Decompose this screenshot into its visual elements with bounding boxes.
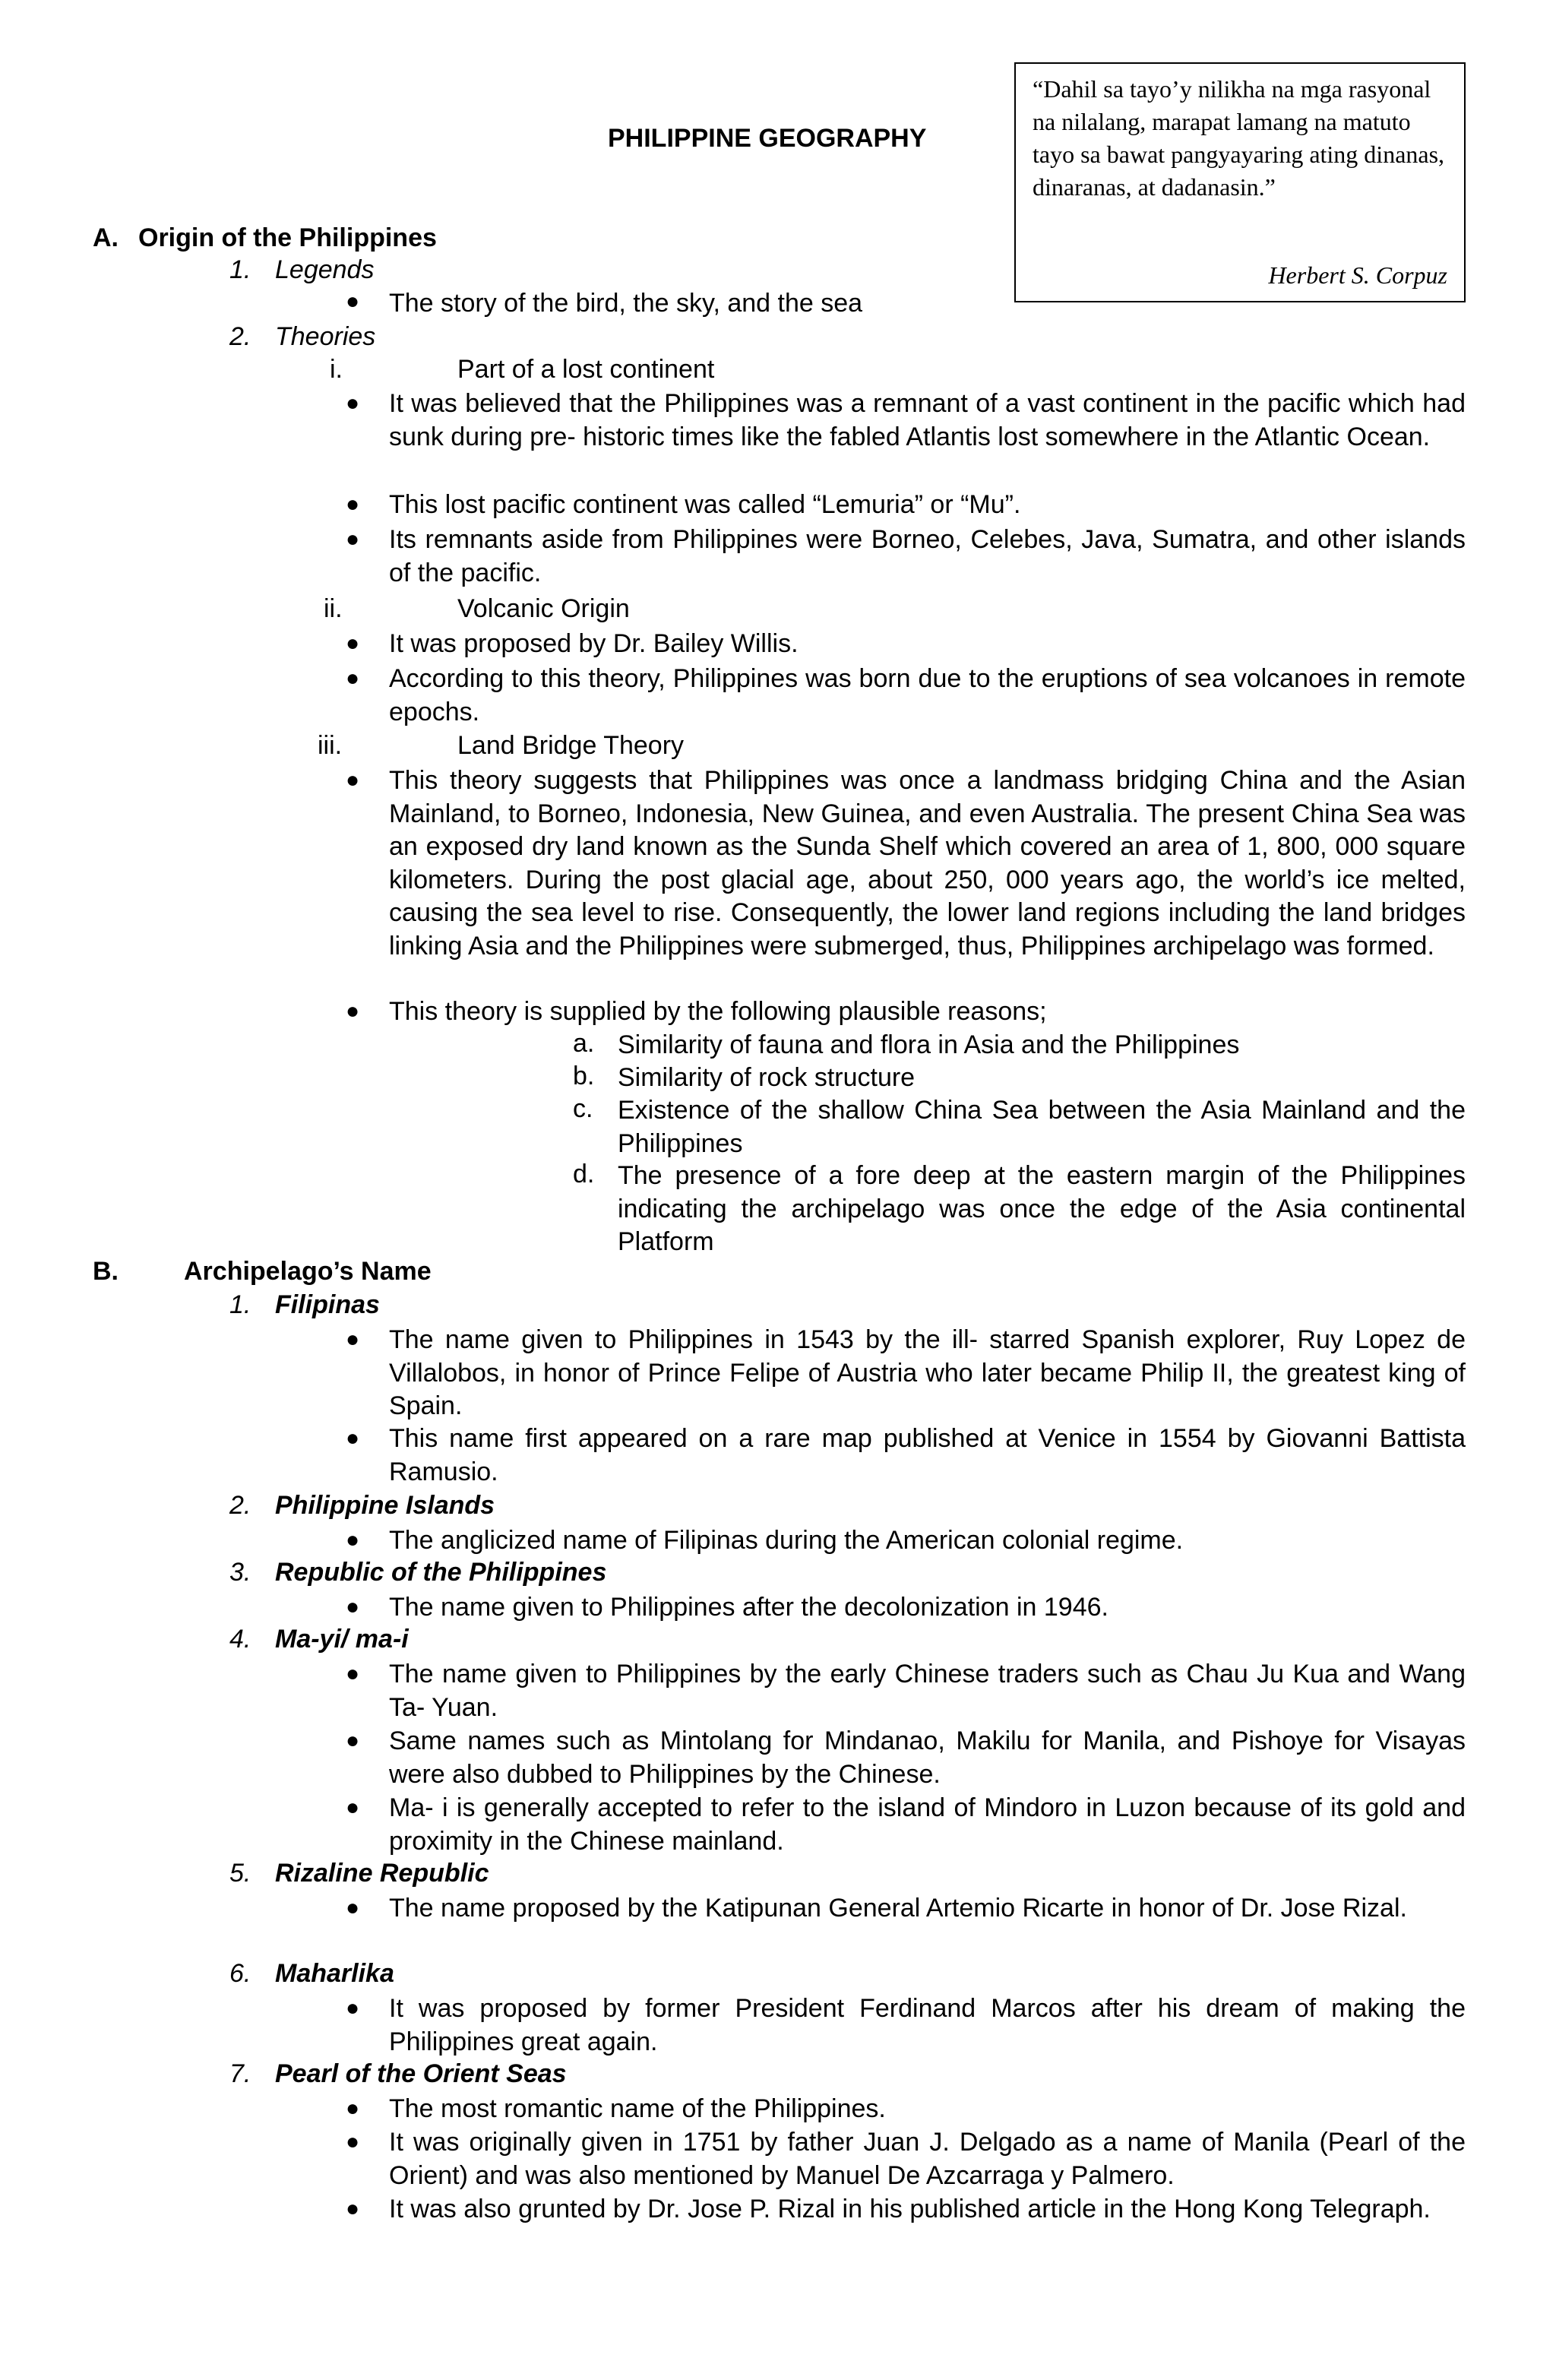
bullet-text: The name given to Philippines in 1543 by the ill- starred Spanish explorer, Ruy Lopez de Villalobos, in honor of Prince Felipe of Austria who later became Philip II, the greatest king of Spain. <box>389 1325 1466 1420</box>
bullet-text: It was originally given in 1751 by father Juan J. Delgado as a name of Manila (Pearl of the Orient) and was also mentioned by Manuel De Azcarraga y Palmero. <box>389 2128 1466 2190</box>
theory-label: Land Bridge Theory <box>457 731 685 760</box>
theory-number: i. <box>330 355 343 384</box>
bullet-icon: ● <box>346 767 360 793</box>
item-number: 1. <box>229 255 251 284</box>
bullet-text: It was also grunted by Dr. Jose P. Rizal in his published article in the Hong Kong Telegraph. <box>389 2195 1431 2223</box>
item-label-legends: Legends <box>275 255 375 284</box>
quote-box <box>1014 62 1466 302</box>
bullet-text: It was proposed by former President Ferdinand Marcos after his dream of making the Philippines great again. <box>389 1994 1466 2056</box>
bullet-text: The story of the bird, the sky, and the sea <box>389 289 863 318</box>
section-b-marker: B. <box>93 1257 119 1286</box>
reason-text: Existence of the shallow China Sea between the Asia Mainland and the Philippines <box>618 1096 1466 1158</box>
theory-number: iii. <box>318 731 343 760</box>
bullet-text: Ma- i is generally accepted to refer to the island of Mindoro in Luzon because of its gold and proximity in the Chinese mainland. <box>389 1793 1466 1856</box>
bullet-icon: ● <box>346 999 360 1024</box>
item-number: 2. <box>229 1491 251 1520</box>
bullet-icon: ● <box>346 391 360 416</box>
name-label-pearl: Pearl of the Orient Seas <box>275 2059 567 2088</box>
reason-letter: a. <box>573 1029 595 1058</box>
bullet-text: This lost pacific continent was called “Lemuria” or “Mu”. <box>389 490 1021 519</box>
bullet-text: The name given to Philippines by the early Chinese traders such as Chau Ju Kua and Wang Ta- Yuan. <box>389 1660 1466 1722</box>
bullet-text: The name proposed by the Katipunan General Artemio Ricarte in honor of Dr. Jose Rizal. <box>389 1894 1407 1923</box>
reason-text: Similarity of rock structure <box>618 1063 916 1092</box>
item-label-theories: Theories <box>275 322 376 351</box>
bullet-text: It was believed that the Philippines was a remnant of a vast continent in the pacific which had sunk during pre- historic times like the fabled Atlantis lost somewhere in the Atlantic Ocean. <box>389 389 1466 451</box>
name-label-filipinas: Filipinas <box>275 1290 380 1319</box>
quote-author: Herbert S. Corpuz <box>1268 261 1447 289</box>
bullet-icon: ● <box>346 2096 360 2121</box>
bullet-text: According to this theory, Philippines was born due to the eruptions of sea volcanoes in remote epochs. <box>389 664 1466 726</box>
item-number: 4. <box>229 1625 251 1654</box>
bullet-icon: ● <box>346 1995 360 2021</box>
bullet-text: This theory suggests that Philippines was once a landmass bridging China and the Asian Mainland, to Borneo, Indonesia, New Guinea, and even Australia. The present China Sea was an exposed dry land known as the Sunda Shelf which covered an area of 1, 800, 000 square kilometers. During the post glacial age, about 250, 000 years ago, the world’s ice melted, causing the sea level to rise. Consequently, the lower land regions including the land bridges linking Asia and the Philippines were submerged, thus, Philippines archipelago was formed. <box>389 766 1466 961</box>
bullet-text: The anglicized name of Filipinas during the American colonial regime. <box>389 1526 1184 1555</box>
reason-text: Similarity of fauna and flora in Asia and the Philippines <box>618 1030 1240 1059</box>
bullet-icon: ● <box>346 1527 360 1552</box>
bullet-icon: ● <box>346 289 360 314</box>
reason-letter: b. <box>573 1062 595 1090</box>
bullet-icon: ● <box>346 666 360 691</box>
name-label-rizaline: Rizaline Republic <box>275 1859 489 1888</box>
page-title: PHILIPPINE GEOGRAPHY <box>608 124 927 153</box>
name-label-ma-yi: Ma-yi/ ma-i <box>275 1625 409 1654</box>
bullet-icon: ● <box>346 1728 360 1753</box>
bullet-text: Its remnants aside from Philippines were Borneo, Celebes, Java, Sumatra, and other islands of the pacific. <box>389 525 1466 587</box>
reason-text: The presence of a fore deep at the eastern margin of the Philippines indicating the archipelago was once the edge of the Asia continental Platform <box>618 1161 1466 1256</box>
bullet-icon: ● <box>346 492 360 517</box>
reason-letter: c. <box>573 1094 593 1123</box>
theory-number: ii. <box>324 594 343 623</box>
bullet-icon: ● <box>346 1426 360 1451</box>
reason-letter: d. <box>573 1160 595 1188</box>
item-number: 5. <box>229 1859 251 1888</box>
bullet-icon: ● <box>346 631 360 656</box>
bullet-text: The most romantic name of the Philippines. <box>389 2094 886 2123</box>
theory-label: Part of a lost continent <box>457 355 715 384</box>
name-label-maharlika: Maharlika <box>275 1959 394 1988</box>
section-a-heading: Origin of the Philippines <box>138 223 437 252</box>
bullet-icon: ● <box>346 2196 360 2221</box>
bullet-icon: ● <box>346 2129 360 2154</box>
item-number: 1. <box>229 1290 251 1319</box>
section-a-marker: A. <box>93 223 119 252</box>
bullet-text: This name first appeared on a rare map published at Venice in 1554 by Giovanni Battista Ramusio. <box>389 1424 1466 1486</box>
theory-label: Volcanic Origin <box>457 594 630 623</box>
item-number: 7. <box>229 2059 251 2088</box>
name-label-philippine-islands: Philippine Islands <box>275 1491 495 1520</box>
bullet-text: The name given to Philippines after the decolonization in 1946. <box>389 1593 1108 1622</box>
section-b-heading: Archipelago’s Name <box>184 1257 432 1286</box>
bullet-icon: ● <box>346 1795 360 1820</box>
item-number: 3. <box>229 1558 251 1587</box>
bullet-text: This theory is supplied by the following plausible reasons; <box>389 997 1047 1026</box>
bullet-icon: ● <box>346 1895 360 1920</box>
item-number: 2. <box>229 322 251 351</box>
bullet-text: It was proposed by Dr. Bailey Willis. <box>389 629 799 658</box>
bullet-text: Same names such as Mintolang for Mindanao, Makilu for Manila, and Pishoye for Visayas were also dubbed to Philippines by the Chinese. <box>389 1726 1466 1789</box>
bullet-icon: ● <box>346 1327 360 1352</box>
bullet-icon: ● <box>346 1661 360 1686</box>
name-label-republic: Republic of the Philippines <box>275 1558 607 1587</box>
quote-text: “Dahil sa tayo’y nilikha na mga rasyonal na nilalang, marapat lamang na matuto tayo sa bawat pangyayaring ating dinanas, dinaranas, at dadanasin.” <box>1033 75 1445 201</box>
item-number: 6. <box>229 1959 251 1988</box>
bullet-icon: ● <box>346 1594 360 1619</box>
bullet-icon: ● <box>346 527 360 552</box>
